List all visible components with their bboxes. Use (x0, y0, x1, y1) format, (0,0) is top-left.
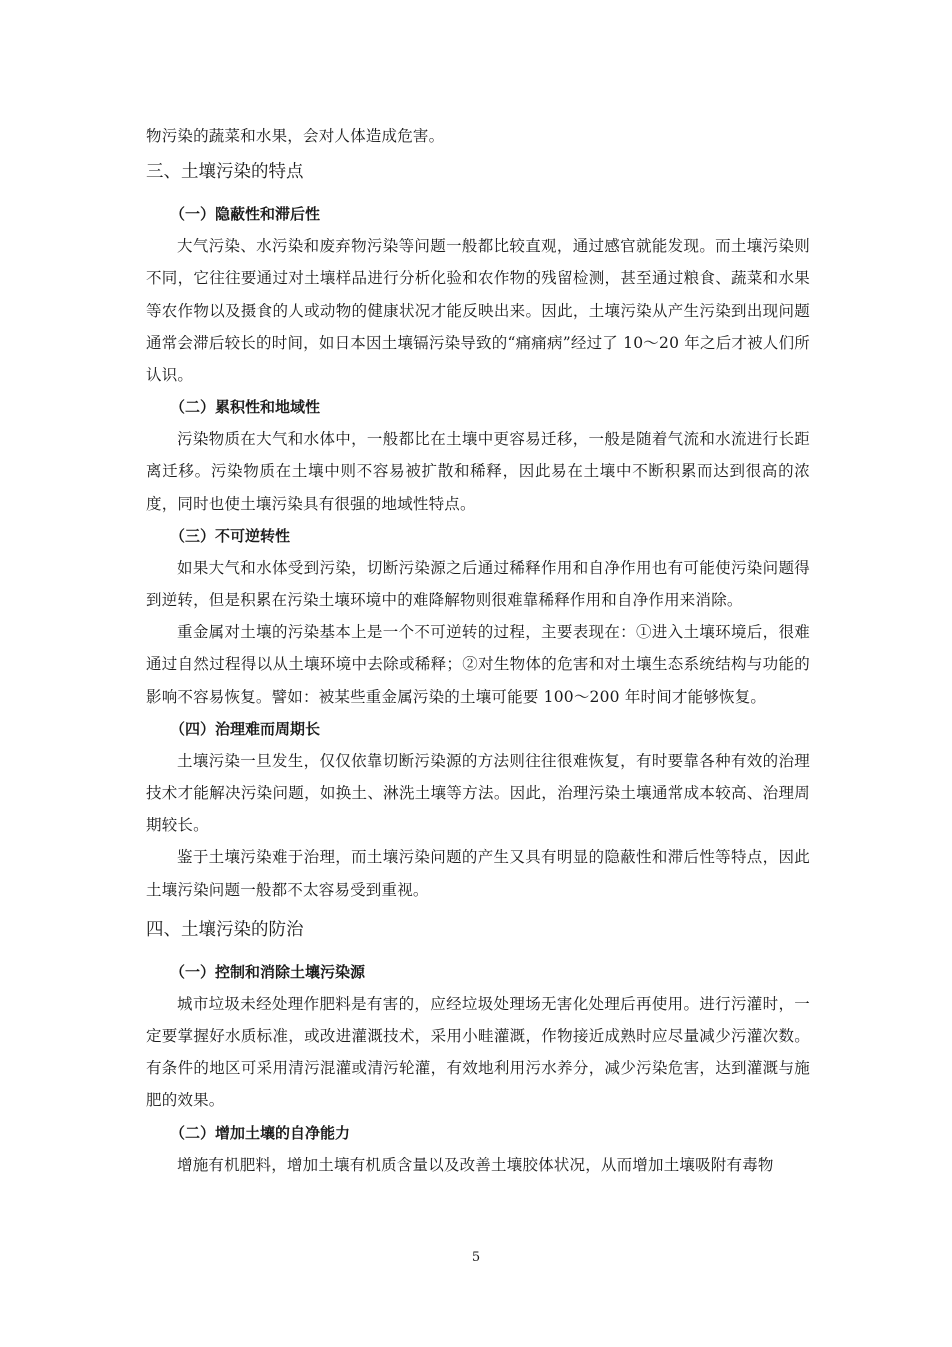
paragraph-source-control: 城市垃圾未经处理作肥料是有害的，应经垃圾处理场无害化处理后再使用。进行污灌时，一定要掌握好水质标准，或改进灌溉技术，采用小畦灌溉，作物接近成熟时应尽量减少污灌次数。有条件的地区可采用清污混灌或清污轮灌，有效地利用污水养分，减少污染危害，达到灌溉与施肥的效果。 (146, 994, 810, 1110)
subheading-irreversibility: （三）不可逆转性 (170, 526, 291, 545)
section-heading-characteristics: 三、土壤污染的特点 (146, 162, 304, 183)
subheading-self-purification: （二）增加土壤的自净能力 (170, 1123, 351, 1142)
paragraph-remediation-1: 土壤污染一旦发生，仅仅依靠切断污染源的方法则往往很难恢复，有时要靠各种有效的治理技术才能解决污染问题，如换土、淋洗土壤等方法。因此，治理污染土壤通常成本较高、治理周期较长。 (146, 751, 810, 835)
paragraph-irreversibility-2: 重金属对土壤的污染基本上是一个不可逆转的过程，主要表现在：①进入土壤环境后，很难通过自然过程得以从土壤环境中去除或稀释；②对生物体的危害和对土壤生态系统结构与功能的影响不容易恢复。譬如：被某些重金属污染的土壤可能要 100～200 年时间才能够恢复。 (146, 623, 810, 706)
subheading-source-control: （一）控制和消除土壤污染源 (170, 962, 366, 981)
paragraph-concealment: 大气污染、水污染和废弃物污染等问题一般都比较直观，通过感官就能发现。而土壤污染则不同，它往往要通过对土壤样品进行分析化验和农作物的残留检测，甚至通过粮食、蔬菜和水果等农作物以及摄食的人或动物的健康状况才能反映出来。因此，土壤污染从产生污染到出现问题通常会滞后较长的时间，如日本因土壤镉污染导致的“痛痛病”经过了 10～20 年之后才被人们所认识。 (146, 237, 810, 385)
paragraph-irreversibility-1: 如果大气和水体受到污染，切断污染源之后通过稀释作用和自净作用也有可能使污染问题得到逆转，但是积累在污染土壤环境中的难降解物则很难靠稀释作用和自净作用来消除。 (146, 558, 810, 610)
section-heading-prevention: 四、土壤污染的防治 (146, 919, 304, 940)
paragraph-accumulation: 污染物质在大气和水体中，一般都比在土壤中更容易迁移，一般是随着气流和水流进行长距离迁移。污染物质在土壤中则不容易被扩散和稀释，因此易在土壤中不断积累而达到很高的浓度，同时也使土壤污染具有很强的地域性特点。 (146, 430, 810, 513)
paragraph-continuation: 物污染的蔬菜和水果，会对人体造成危害。 (146, 127, 445, 145)
page-number: 5 (471, 1250, 481, 1265)
paragraph-remediation-2: 鉴于土壤污染难于治理，而土壤污染问题的产生又具有明显的隐蔽性和滞后性等特点，因此土壤污染问题一般都不太容易受到重视。 (146, 848, 810, 899)
paragraph-self-purification: 增施有机肥料，增加土壤有机质含量以及改善土壤胶体状况，从而增加土壤吸附有毒物 (177, 1155, 774, 1174)
page-body (146, 120, 810, 1181)
subheading-accumulation: （二）累积性和地域性 (170, 398, 321, 417)
subheading-concealment: （一）隐蔽性和滞后性 (170, 205, 321, 224)
subheading-remediation-difficulty: （四）治理难而周期长 (170, 719, 321, 738)
